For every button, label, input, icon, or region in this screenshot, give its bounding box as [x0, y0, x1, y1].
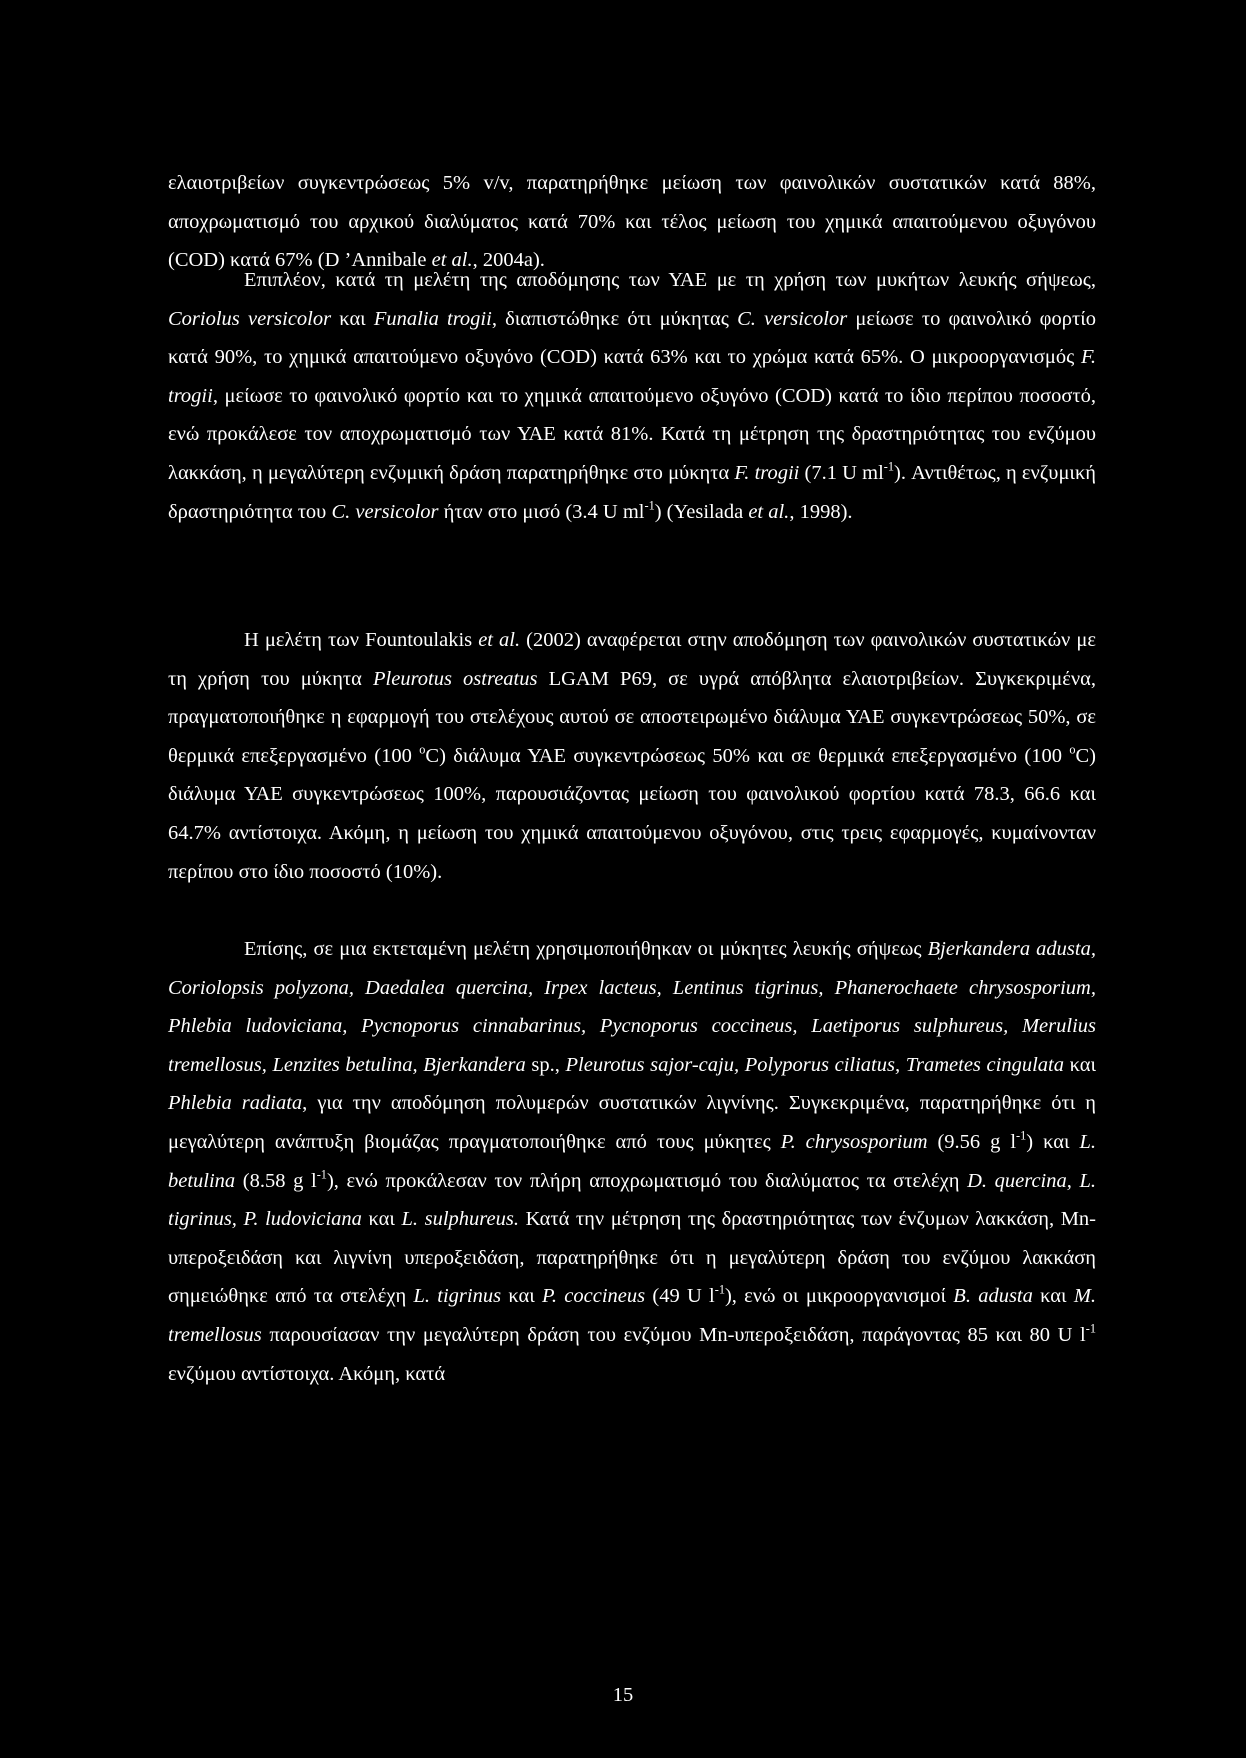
- text-run: και: [1063, 1053, 1097, 1076]
- text-run: , για την αποδόμηση πολυμερών συστατικών λιγνίνης. Συγκεκριμένα, παρατηρήθηκε ότι η μεγαλύτερη ανάπτυξη βιομάζας πραγματοποιήθηκε από τους μύκητες: [168, 1092, 1097, 1153]
- italic-span: P. chrysosporium: [780, 1130, 928, 1153]
- italic-span: et al.: [431, 249, 473, 272]
- text-run: sp.,: [525, 1053, 566, 1076]
- superscript: o: [419, 742, 426, 757]
- superscript: -1: [714, 1282, 725, 1297]
- superscript: o: [1069, 742, 1076, 757]
- italic-span: M. tremellosus: [168, 1285, 1097, 1346]
- italic-span: Pleurotus ostreatus: [373, 667, 538, 690]
- italic-span: L. betulina: [168, 1130, 1096, 1192]
- text-run: ), ενώ οι μικροοργανισμοί: [724, 1285, 954, 1308]
- text-run: μείωσε το φαινολικό φορτίο κατά 90%, το χημικά απαιτούμενο οξυγόνο (COD) κατά 63% και το χρώμα κατά 65%. Ο μικροοργανισμός: [168, 307, 1097, 369]
- text-run: ) (Yesilada: [654, 500, 749, 523]
- text-run: (9.56 g l: [927, 1130, 1017, 1153]
- italic-span: D. quercina, L. tigrinus, P. ludoviciana: [168, 1169, 1096, 1231]
- text-run: Η μελέτη των Fountoulakis: [244, 629, 479, 651]
- superscript: -1: [883, 459, 895, 474]
- text-run: C) διάλυμα ΥΑΕ συγκεντρώσεως 50% και σε θερμικά επεξεργασμένο (100: [425, 744, 1070, 767]
- text-run: , 2004a).: [472, 249, 545, 272]
- text-run: (7.1 U ml: [799, 461, 884, 484]
- italic-span: P. coccineus: [542, 1285, 646, 1308]
- text-run: ), ενώ προκάλεσαν τον πλήρη αποχρωματισμό του διαλύματος τα στελέχη: [326, 1169, 968, 1192]
- superscript: -1: [316, 1166, 327, 1181]
- text-run: LGAM P69, σε υγρά απόβλητα ελαιοτριβείων. Συγκεκριμένα, πραγματοποιήθηκε η εφαρμογή του στελέχους αυτού σε αποστειρωμένο διάλυμα ΥΑΕ συγκεντρώσεως 50%, σε θερμικά επεξεργασμένο (100: [168, 667, 1097, 767]
- paragraph-white-rot-fungi-lignin: [168, 930, 1096, 1393]
- italic-span: Funalia trogii: [373, 307, 492, 330]
- paragraph-yae-coriolus-funalia: [168, 261, 1096, 531]
- italic-span: L. sulphureus.: [401, 1208, 519, 1231]
- text-run: Επίσης, σε μια εκτεταμένη μελέτη χρησιμοποιήθηκαν οι μύκητες λευκής σήψεως: [244, 938, 928, 960]
- text-run: και: [331, 307, 374, 330]
- text-run: Κατά την μέτρηση της δραστηριότητας των ένζυμων λακκάση, Mn-υπεροξειδάση και λιγνίνη υπεροξειδάση, παρατηρήθηκε ότι η μεγαλύτερη δράση του ενζύμου λακκάση σημειώθηκε από τα στελέχη: [168, 1208, 1096, 1308]
- italic-span: F. trogii: [734, 461, 800, 484]
- italic-span: Phlebia radiata: [168, 1092, 303, 1115]
- italic-span: Bjerkandera adusta, Coriolopsis polyzona, Daedalea quercina, Irpex lacteus, Lentinus tigrinus, Phanerochaete chrysosporium, Phlebia ludoviciana, Pycnoporus cinnabarinus, Pycnoporus coccineus, Laetiporus sulphureus, Merulius tremellosus, Lenzites betulina, Bjerkandera: [168, 938, 1096, 1076]
- italic-span: B. adusta: [953, 1285, 1033, 1308]
- text-run: C) διάλυμα ΥΑΕ συγκεντρώσεως 100%, παρουσιάζοντας μείωση του φαινολικού φορτίου κατά 78.3, 66.6 και 64.7% αντίστοιχα. Ακόμη, η μείωση του χημικά απαιτούμενου οξυγόνου, στις τρεις εφαρμογές, κυμαίνονταν περίπου στο ίδιο ποσοστό (10%).: [168, 744, 1096, 883]
- text-run: ενζύμου αντίστοιχα. Ακόμη, κατά: [168, 1362, 446, 1385]
- text-run: (8.58 g l: [235, 1169, 317, 1192]
- text-run: , διαπιστώθηκε ότι μύκητας: [491, 307, 738, 330]
- italic-span: et al.: [748, 500, 790, 523]
- italic-span: C. versicolor: [331, 500, 439, 523]
- text-run: ) και: [1026, 1130, 1080, 1153]
- text-run: ήταν στο μισό (3.4 U ml: [438, 500, 645, 523]
- text-run: και: [1032, 1285, 1074, 1308]
- italic-span: F. trogii: [168, 346, 1096, 407]
- italic-span: L. tigrinus: [413, 1285, 502, 1308]
- italic-span: Coriolus versicolor: [168, 307, 332, 330]
- superscript: -1: [1016, 1128, 1027, 1143]
- superscript: -1: [1085, 1321, 1096, 1336]
- text-run: (49 U l: [645, 1285, 715, 1308]
- text-run: ελαιοτριβείων συγκεντρώσεως 5% v/v, παρατηρήθηκε μείωση των φαινολικών συστατικών κατά 88%, αποχρωματισμό του αρχικού διαλύματος κατά 70% και τέλος μείωση του χημικά απαιτούμενου οξυγόνου (COD) κατά 67% (D ’Annibale: [168, 172, 1096, 272]
- paragraph-pleurotus-ostreatus: [168, 621, 1096, 891]
- page-number: 15: [612, 1684, 634, 1706]
- text-run: παρουσίασαν την μεγαλύτερη δράση του ενζύμου Mn-υπεροξειδάση, παράγοντας 85 και 80 U l: [261, 1323, 1086, 1346]
- text-run: , 1998).: [789, 500, 853, 523]
- text-run: και: [361, 1208, 402, 1231]
- italic-span: et al.: [478, 629, 521, 651]
- text-run: και: [501, 1285, 543, 1308]
- text-run: (2002) αναφέρεται στην αποδόμηση των φαινολικών συστατικών με τη χρήση του μύκητα: [168, 629, 1096, 690]
- italic-span: C. versicolor: [737, 307, 848, 330]
- text-run: ). Αντιθέτως, η ενζυμική δραστηριότητα του: [168, 461, 1097, 523]
- text-run: Επιπλέον, κατά τη μελέτη της αποδόμησης των ΥΑΕ με τη χρήση των μυκήτων λευκής σήψεως,: [244, 269, 1096, 291]
- italic-span: Pleurotus sajor-caju, Polyporus ciliatus, Trametes cingulata: [565, 1053, 1064, 1076]
- text-run: , μείωσε το φαινολικό φορτίο και το χημικά απαιτούμενο οξυγόνο (COD) κατά το ίδιο περίπου ποσοστό, ενώ προκάλεσε τον αποχρωματισμό των ΥΑΕ κατά 81%. Κατά τη μέτρηση της δραστηριότητας του ενζύμου λακκάση, η μεγαλύτερη ενζυμική δράση παρατηρήθηκε στο μύκητα: [168, 384, 1096, 484]
- superscript: -1: [644, 497, 655, 512]
